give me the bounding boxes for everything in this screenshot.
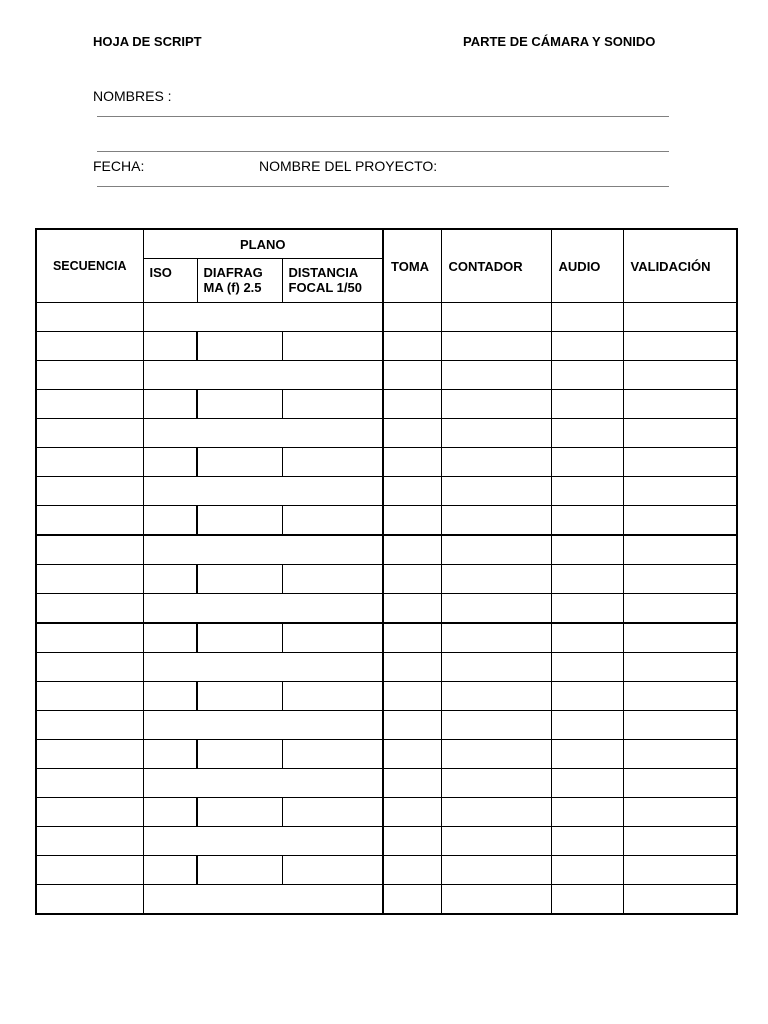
cell-iso[interactable] <box>143 856 197 885</box>
log-row <box>36 448 737 477</box>
cell-validacion[interactable] <box>623 623 737 653</box>
log-row <box>36 827 737 856</box>
cell-validacion[interactable] <box>623 594 737 624</box>
cell-contador[interactable] <box>441 682 551 711</box>
cell-secuencia[interactable] <box>36 565 143 594</box>
cell-validacion[interactable] <box>623 769 737 798</box>
cell-toma[interactable] <box>383 856 441 885</box>
cell-secuencia[interactable] <box>36 535 143 565</box>
cell-plano[interactable] <box>143 477 383 506</box>
cell-secuencia[interactable] <box>36 740 143 769</box>
cell-audio[interactable] <box>551 682 623 711</box>
log-row <box>36 303 737 332</box>
cell-audio[interactable] <box>551 390 623 419</box>
sheet-title: HOJA DE SCRIPT <box>93 34 202 49</box>
cell-audio[interactable] <box>551 856 623 885</box>
cell-toma[interactable] <box>383 565 441 594</box>
cell-toma[interactable] <box>383 361 441 390</box>
cell-contador[interactable] <box>441 448 551 477</box>
cell-secuencia[interactable] <box>36 623 143 653</box>
cell-iso[interactable] <box>143 798 197 827</box>
cell-plano[interactable] <box>143 594 383 624</box>
cell-validacion[interactable] <box>623 477 737 506</box>
cell-plano[interactable] <box>143 711 383 740</box>
cell-audio[interactable] <box>551 740 623 769</box>
header-validacion: VALIDACIÓN <box>623 229 737 303</box>
cell-secuencia[interactable] <box>36 769 143 798</box>
fecha-proyecto-line[interactable] <box>97 186 669 187</box>
cell-distancia-focal[interactable] <box>282 740 383 769</box>
cell-contador[interactable] <box>441 769 551 798</box>
cell-secuencia[interactable] <box>36 827 143 856</box>
cell-distancia-focal[interactable] <box>282 565 383 594</box>
header-audio: AUDIO <box>551 229 623 303</box>
cell-contador[interactable] <box>441 332 551 361</box>
cell-distancia-focal[interactable] <box>282 332 383 361</box>
cell-secuencia[interactable] <box>36 303 143 332</box>
cell-iso[interactable] <box>143 506 197 536</box>
log-row <box>36 390 737 419</box>
cell-diafragma[interactable] <box>197 332 282 361</box>
cell-plano[interactable] <box>143 419 383 448</box>
cell-validacion[interactable] <box>623 827 737 856</box>
cell-secuencia[interactable] <box>36 653 143 682</box>
cell-plano[interactable] <box>143 653 383 682</box>
header-distancia-focal <box>282 259 383 303</box>
cell-plano[interactable] <box>143 535 383 565</box>
cell-toma[interactable] <box>383 798 441 827</box>
cell-secuencia[interactable] <box>36 390 143 419</box>
header-iso: ISO <box>143 259 197 303</box>
cell-diafragma[interactable] <box>197 623 282 653</box>
cell-contador[interactable] <box>441 653 551 682</box>
header-plano: PLANO <box>143 229 383 259</box>
cell-toma[interactable] <box>383 419 441 448</box>
cell-secuencia[interactable] <box>36 332 143 361</box>
cell-validacion[interactable] <box>623 448 737 477</box>
cell-validacion[interactable] <box>623 653 737 682</box>
cell-audio[interactable] <box>551 535 623 565</box>
log-row <box>36 332 737 361</box>
cell-audio[interactable] <box>551 361 623 390</box>
cell-toma[interactable] <box>383 594 441 624</box>
cell-toma[interactable] <box>383 682 441 711</box>
cell-distancia-focal[interactable] <box>282 390 383 419</box>
log-row <box>36 361 737 390</box>
header-diafragma-line2: MA (f) 2.5 <box>203 280 262 295</box>
cell-toma[interactable] <box>383 711 441 740</box>
cell-toma[interactable] <box>383 885 441 915</box>
cell-plano[interactable] <box>143 303 383 332</box>
cell-contador[interactable] <box>441 565 551 594</box>
cell-secuencia[interactable] <box>36 711 143 740</box>
cell-audio[interactable] <box>551 885 623 915</box>
cell-toma[interactable] <box>383 506 441 536</box>
log-row <box>36 594 737 624</box>
header-toma: TOMA <box>383 229 441 303</box>
cell-toma[interactable] <box>383 390 441 419</box>
header-distancia-line1: DISTANCIA <box>288 265 359 280</box>
cell-distancia-focal[interactable] <box>282 448 383 477</box>
cell-plano[interactable] <box>143 769 383 798</box>
cell-validacion[interactable] <box>623 535 737 565</box>
log-row <box>36 477 737 506</box>
cell-contador[interactable] <box>441 477 551 506</box>
cell-audio[interactable] <box>551 477 623 506</box>
nombres-line-1[interactable] <box>97 116 669 117</box>
cell-contador[interactable] <box>441 594 551 624</box>
cell-contador[interactable] <box>441 419 551 448</box>
cell-secuencia[interactable] <box>36 594 143 624</box>
cell-diafragma[interactable] <box>197 798 282 827</box>
cell-audio[interactable] <box>551 565 623 594</box>
log-row <box>36 885 737 915</box>
nombres-label: NOMBRES : <box>93 88 172 104</box>
cell-plano[interactable] <box>143 827 383 856</box>
cell-secuencia[interactable] <box>36 448 143 477</box>
cell-distancia-focal[interactable] <box>282 623 383 653</box>
log-row <box>36 419 737 448</box>
log-row <box>36 682 737 711</box>
cell-toma[interactable] <box>383 653 441 682</box>
log-row <box>36 769 737 798</box>
cell-secuencia[interactable] <box>36 798 143 827</box>
log-row <box>36 506 737 536</box>
cell-iso[interactable] <box>143 448 197 477</box>
cell-iso[interactable] <box>143 740 197 769</box>
cell-secuencia[interactable] <box>36 682 143 711</box>
log-row <box>36 565 737 594</box>
cell-audio[interactable] <box>551 332 623 361</box>
header-secuencia: SECUENCIA <box>36 229 143 303</box>
cell-diafragma[interactable] <box>197 506 282 536</box>
nombres-line-2[interactable] <box>97 151 669 152</box>
cell-contador[interactable] <box>441 827 551 856</box>
cell-distancia-focal[interactable] <box>282 682 383 711</box>
cell-audio[interactable] <box>551 594 623 624</box>
cell-diafragma[interactable] <box>197 856 282 885</box>
cell-validacion[interactable] <box>623 740 737 769</box>
cell-audio[interactable] <box>551 798 623 827</box>
cell-secuencia[interactable] <box>36 419 143 448</box>
cell-contador[interactable] <box>441 798 551 827</box>
cell-validacion[interactable] <box>623 711 737 740</box>
cell-toma[interactable] <box>383 535 441 565</box>
cell-audio[interactable] <box>551 448 623 477</box>
cell-toma[interactable] <box>383 740 441 769</box>
cell-validacion[interactable] <box>623 856 737 885</box>
cell-validacion[interactable] <box>623 390 737 419</box>
log-row <box>36 623 737 653</box>
log-row <box>36 535 737 565</box>
cell-audio[interactable] <box>551 623 623 653</box>
log-body <box>36 303 737 915</box>
cell-toma[interactable] <box>383 827 441 856</box>
cell-secuencia[interactable] <box>36 361 143 390</box>
cell-audio[interactable] <box>551 769 623 798</box>
log-row <box>36 798 737 827</box>
log-row <box>36 711 737 740</box>
cell-contador[interactable] <box>441 506 551 536</box>
cell-validacion[interactable] <box>623 361 737 390</box>
cell-toma[interactable] <box>383 769 441 798</box>
header-distancia-line2: FOCAL 1/50 <box>288 280 362 295</box>
header-contador: CONTADOR <box>441 229 551 303</box>
cell-toma[interactable] <box>383 623 441 653</box>
cell-diafragma[interactable] <box>197 682 282 711</box>
cell-contador[interactable] <box>441 390 551 419</box>
log-row <box>36 856 737 885</box>
cell-plano[interactable] <box>143 361 383 390</box>
cell-diafragma[interactable] <box>197 565 282 594</box>
cell-validacion[interactable] <box>623 303 737 332</box>
cell-contador[interactable] <box>441 623 551 653</box>
cell-toma[interactable] <box>383 303 441 332</box>
cell-audio[interactable] <box>551 711 623 740</box>
cell-distancia-focal[interactable] <box>282 506 383 536</box>
cell-toma[interactable] <box>383 332 441 361</box>
cell-secuencia[interactable] <box>36 506 143 536</box>
cell-distancia-focal[interactable] <box>282 856 383 885</box>
cell-iso[interactable] <box>143 390 197 419</box>
cell-diafragma[interactable] <box>197 448 282 477</box>
cell-audio[interactable] <box>551 303 623 332</box>
cell-validacion[interactable] <box>623 885 737 915</box>
header-diafragma <box>197 259 282 303</box>
cell-contador[interactable] <box>441 740 551 769</box>
cell-iso[interactable] <box>143 565 197 594</box>
cell-validacion[interactable] <box>623 419 737 448</box>
cell-contador[interactable] <box>441 711 551 740</box>
cell-validacion[interactable] <box>623 565 737 594</box>
cell-toma[interactable] <box>383 477 441 506</box>
cell-distancia-focal[interactable] <box>282 798 383 827</box>
cell-iso[interactable] <box>143 332 197 361</box>
sheet-subtitle: PARTE DE CÁMARA Y SONIDO <box>463 34 656 49</box>
cell-audio[interactable] <box>551 506 623 536</box>
cell-validacion[interactable] <box>623 682 737 711</box>
cell-audio[interactable] <box>551 653 623 682</box>
cell-diafragma[interactable] <box>197 740 282 769</box>
cell-contador[interactable] <box>441 535 551 565</box>
cell-secuencia[interactable] <box>36 477 143 506</box>
log-row <box>36 740 737 769</box>
cell-audio[interactable] <box>551 827 623 856</box>
cell-validacion[interactable] <box>623 506 737 536</box>
cell-iso[interactable] <box>143 623 197 653</box>
cell-secuencia[interactable] <box>36 856 143 885</box>
cell-contador[interactable] <box>441 885 551 915</box>
header-diafragma-line1: DIAFRAG <box>203 265 263 280</box>
camera-sound-log-table <box>35 228 738 915</box>
cell-validacion[interactable] <box>623 332 737 361</box>
cell-diafragma[interactable] <box>197 390 282 419</box>
cell-plano[interactable] <box>143 885 383 915</box>
proyecto-label: NOMBRE DEL PROYECTO: <box>259 158 438 174</box>
cell-validacion[interactable] <box>623 798 737 827</box>
cell-toma[interactable] <box>383 448 441 477</box>
cell-contador[interactable] <box>441 856 551 885</box>
cell-contador[interactable] <box>441 303 551 332</box>
cell-contador[interactable] <box>441 361 551 390</box>
fecha-label: FECHA: <box>93 158 145 174</box>
cell-secuencia[interactable] <box>36 885 143 915</box>
cell-iso[interactable] <box>143 682 197 711</box>
log-row <box>36 653 737 682</box>
cell-audio[interactable] <box>551 419 623 448</box>
